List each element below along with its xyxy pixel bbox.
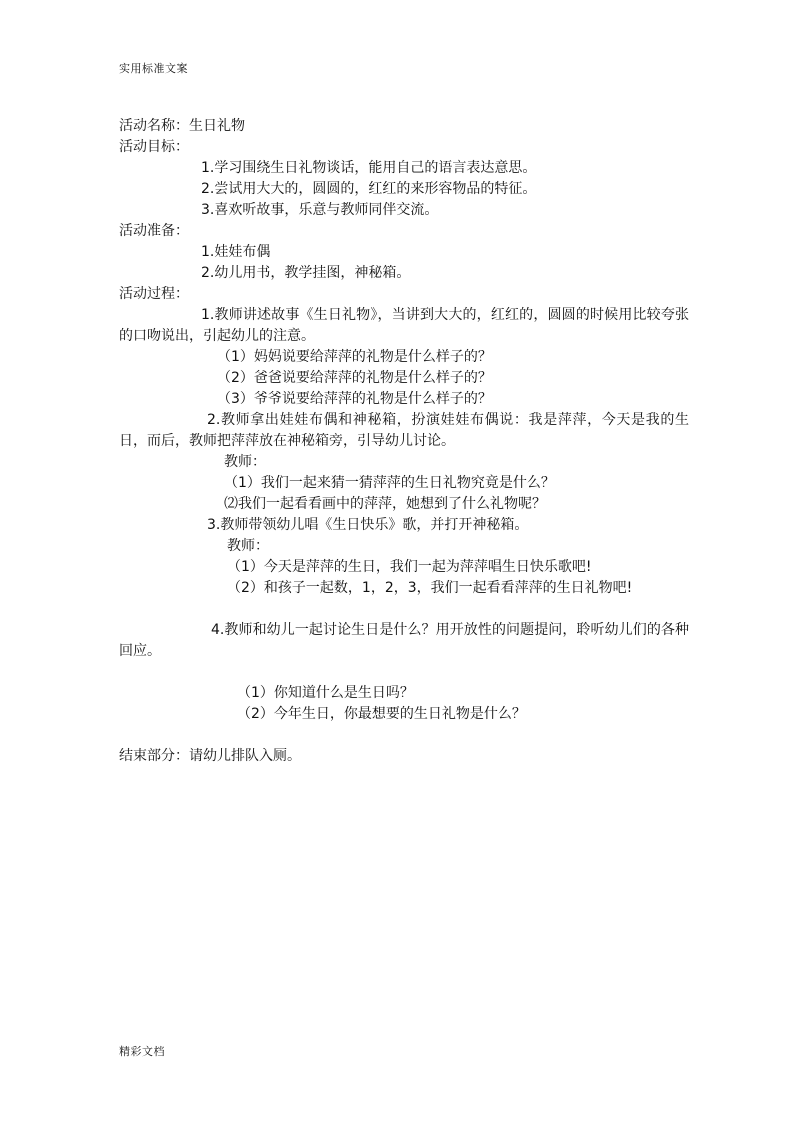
step3-line: （2）和孩子一起数，1，2，3，我们一起看看萍萍的生日礼物吧! — [227, 580, 633, 596]
spacer — [119, 599, 689, 620]
spacer — [119, 725, 689, 746]
process-heading: 活动过程： — [119, 286, 189, 302]
step2-question: ⑵我们一起看看画中的萍萍，她想到了什么礼物呢？ — [224, 496, 546, 512]
activity-name: 活动名称：生日礼物 — [119, 118, 245, 134]
step1-question: （1）妈妈说要给萍萍的礼物是什么样子的？ — [217, 349, 492, 365]
step2-teacher-label: 教师： — [224, 454, 266, 470]
prep-heading: 活动准备： — [119, 223, 189, 239]
goal-item: 2.尝试用大大的，圆圆的，红红的来形容物品的特征。 — [201, 181, 537, 197]
step1-question: （2）爸爸说要给萍萍的礼物是什么样子的？ — [217, 370, 492, 386]
goal-item: 3.喜欢听故事，乐意与教师同伴交流。 — [201, 202, 439, 218]
step4-question: （2）今年生日，你最想要的生日礼物是什么？ — [237, 706, 526, 722]
goal-item: 1.学习围绕生日礼物谈话，能用自己的语言表达意思。 — [201, 160, 537, 176]
document-body — [119, 116, 689, 767]
process-step-4: 4.教师和幼儿一起讨论生日是什么？用开放性的问题提问，聆听幼儿们的各种回应。 — [119, 622, 689, 659]
spacer — [119, 662, 689, 683]
step2-question: （1）我们一起来猜一猜萍萍的生日礼物究竟是什么？ — [224, 475, 555, 491]
ending-section: 结束部分：请幼儿排队入厕。 — [119, 748, 301, 764]
goals-heading: 活动目标： — [119, 139, 189, 155]
step3-teacher-label: 教师： — [227, 538, 269, 554]
page-footer: 精彩文档 — [119, 1045, 165, 1058]
page-header: 实用标准文案 — [119, 62, 188, 75]
process-step-1: 1.教师讲述故事《生日礼物》，当讲到大大的，红红的，圆圆的时候用比较夸张的口吻说出，引起幼儿的注意。 — [119, 307, 689, 344]
process-step-2: 2.教师拿出娃娃布偶和神秘箱，扮演娃娃布偶说：我是萍萍，今天是我的生日，而后，教师把萍萍放在神秘箱旁，引导幼儿讨论。 — [119, 412, 689, 449]
process-step-3: 3.教师带领幼儿唱《生日快乐》歌，并打开神秘箱。 — [207, 517, 529, 533]
step1-question: （3）爷爷说要给萍萍的礼物是什么样子的？ — [217, 391, 492, 407]
prep-item: 1.娃娃布偶 — [201, 244, 271, 260]
step4-question: （1）你知道什么是生日吗？ — [237, 685, 414, 701]
prep-item: 2.幼儿用书，教学挂图，神秘箱。 — [201, 265, 411, 281]
step3-line: （1）今天是萍萍的生日，我们一起为萍萍唱生日快乐歌吧! — [227, 559, 592, 575]
